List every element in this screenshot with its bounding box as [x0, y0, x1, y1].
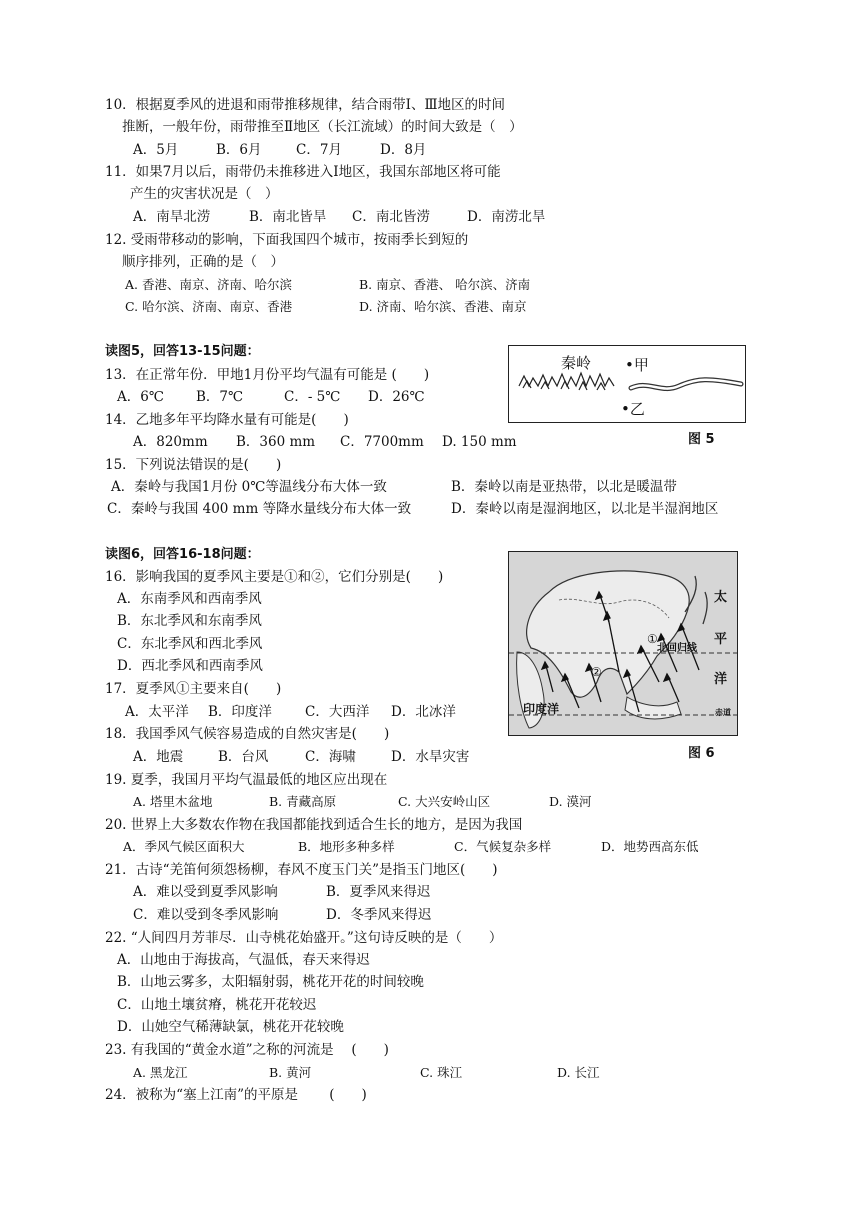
q13-option-b: B．7℃ [196, 389, 244, 405]
q11-stem-line2: 产生的灾害状况是（ ） [130, 186, 279, 202]
q16-stem: 16．影响我国的夏季风主要是①和②，它们分别是( ) [105, 569, 444, 585]
q13-option-c: C．- 5℃ [284, 389, 341, 405]
q17-option-a: A．太平洋 [125, 704, 189, 720]
label-yi: •乙 [621, 400, 645, 418]
q19-option-b: B. 青藏高原 [269, 794, 337, 809]
q18-option-b: B．台风 [218, 749, 269, 765]
q13-option-d: D．26℃ [368, 389, 425, 405]
label-monsoon-1: ① [647, 632, 658, 646]
label-pacific-3: 洋 [714, 672, 728, 687]
label-monsoon-2: ② [591, 665, 602, 679]
figure-6-caption: 图 6 [688, 746, 715, 761]
q11-option-a: A．南旱北涝 [133, 209, 211, 225]
q20-option-a: A．季风气候区面积大 [123, 839, 245, 854]
q17-option-d: D．北冰洋 [391, 704, 456, 720]
q18-option-d: D．水旱灾害 [391, 749, 470, 765]
q16-option-a: A．东南季风和西南季风 [117, 591, 262, 607]
q23-stem: 23. 有我国的“黄金水道”之称的河流是 ( ) [105, 1042, 389, 1058]
q19-stem: 19. 夏季，我国月平均气温最低的地区应出现在 [105, 772, 388, 788]
q12-stem-line2: 顺序排列，正确的是（ ） [122, 254, 284, 270]
q14-option-a: A．820mm [133, 434, 208, 450]
q23-option-d: D. 长江 [557, 1065, 600, 1080]
q11-stem-line1: 11．如果7月以后，雨带仍未推移进入Ⅰ地区，我国东部地区将可能 [105, 164, 501, 180]
q21-option-d: D．冬季风来得迟 [326, 907, 432, 923]
q20-option-d: D．地势西高东低 [601, 839, 699, 854]
q15-stem: 15．下列说法错误的是( ) [105, 457, 282, 473]
q16-option-c: C．东北季风和西北季风 [117, 636, 263, 652]
q12-option-d: D. 济南、哈尔滨、香港、南京 [359, 299, 527, 314]
q22-option-b: B．山地云雾多，太阳辐射弱，桃花开花的时间较晚 [117, 974, 424, 990]
q23-option-a: A. 黑龙江 [133, 1065, 188, 1080]
q18-option-a: A．地震 [133, 749, 184, 765]
q10-option-b: B．6月 [216, 142, 262, 158]
section-heading-fig5: 读图5，回答13-15问题： [105, 344, 260, 359]
q22-option-a: A．山地由于海拔高，气温低，春天来得迟 [117, 952, 370, 968]
section-heading-fig6: 读图6，回答16-18问题： [105, 547, 260, 562]
label-equator: 赤道 [715, 707, 731, 717]
q11-option-c: C．南北皆涝 [352, 209, 430, 225]
q20-stem: 20. 世界上大多数农作物在我国都能找到适合生长的地方，是因为我国 [105, 817, 523, 833]
q22-stem: 22. “人间四月芳菲尽．山寺桃花始盛开。”这句诗反映的是（ ） [105, 930, 503, 946]
q14-option-c: C．7700mm [340, 434, 424, 450]
q23-option-b: B. 黄河 [269, 1065, 312, 1080]
q10-option-d: D．8月 [380, 142, 427, 158]
q22-option-c: C．山地土壤贫瘠，桃花开花较迟 [117, 997, 317, 1013]
q21-option-b: B．夏季风来得迟 [326, 884, 431, 900]
figure-5-map [508, 345, 746, 423]
q19-option-d: D. 漠河 [549, 794, 592, 809]
q16-option-b: B．东北季风和东南季风 [117, 613, 262, 629]
q18-option-c: C．海啸 [305, 749, 356, 765]
q15-option-d: D．秦岭以南是湿润地区，以北是半湿润地区 [451, 501, 719, 517]
q10-option-c: C．7月 [296, 142, 342, 158]
q13-stem: 13．在正常年份．甲地1月份平均气温有可能是 ( ) [105, 367, 430, 383]
q12-option-a: A. 香港、南京、济南、哈尔滨 [125, 277, 292, 292]
q20-option-c: C．气候复杂多样 [454, 839, 552, 854]
q14-option-b: B．360 mm [236, 434, 316, 450]
q21-option-a: A．难以受到夏季风影响 [133, 884, 278, 900]
q17-option-b: B．印度洋 [208, 704, 272, 720]
q21-option-c: C．难以受到冬季风影响 [133, 907, 279, 923]
q13-option-a: A．6℃ [117, 389, 164, 405]
q15-option-a: A．秦岭与我国1月份 0℃等温线分布大体一致 [111, 479, 387, 495]
figure-6-map [508, 551, 738, 736]
label-pacific-1: 太 [714, 590, 728, 605]
q23-option-c: C. 珠江 [420, 1065, 463, 1080]
q17-option-c: C．大西洋 [305, 704, 370, 720]
q14-option-d: D. 150 mm [442, 434, 517, 450]
label-qinling: 秦岭 [561, 354, 592, 372]
q17-stem: 17．夏季风①主要来自( ) [105, 681, 282, 697]
q19-option-a: A. 塔里木盆地 [133, 794, 213, 809]
q10-stem-line2: 推断，一般年份，雨带推至Ⅱ地区（长江流域）的时间大致是（ ） [122, 119, 523, 135]
q16-option-d: D．西北季风和西南季风 [117, 658, 263, 674]
q18-stem: 18．我国季风气候容易造成的自然灾害是( ) [105, 726, 390, 742]
q11-option-b: B．南北皆旱 [249, 209, 327, 225]
q10-stem-line1: 10．根据夏季风的进退和雨带推移规律，结合雨带Ⅰ、Ⅲ地区的时间 [105, 97, 506, 113]
q11-option-d: D．南涝北旱 [467, 209, 546, 225]
q20-option-b: B．地形多种多样 [298, 839, 395, 854]
label-indian-ocean: 印度洋 [523, 702, 560, 716]
q10-option-a: A．5月 [133, 142, 179, 158]
q12-stem-line1: 12. 受雨带移动的影响，下面我国四个城市，按雨季长到短的 [105, 232, 469, 248]
label-pacific-2: 平 [714, 632, 728, 647]
label-jia: •甲 [625, 356, 649, 374]
q15-option-b: B．秦岭以南是亚热带，以北是暖温带 [451, 479, 677, 495]
figure-5-caption: 图 5 [688, 432, 715, 447]
q15-option-c: C．秦岭与我国 400 mm 等降水量线分布大体一致 [107, 501, 412, 517]
q24-stem: 24．被称为“塞上江南”的平原是 ( ) [105, 1087, 367, 1103]
q21-stem: 21．古诗“羌笛何须怨杨柳，春风不度玉门关”是指玉门地区( ) [105, 862, 498, 878]
q14-stem: 14．乙地多年平均降水量有可能是( ) [105, 412, 349, 428]
q19-option-c: C. 大兴安岭山区 [398, 794, 491, 809]
q22-option-d: D．山她空气稀薄缺氯，桃花开花较晚 [117, 1019, 344, 1035]
q12-option-c: C. 哈尔滨、济南、南京、香港 [125, 299, 293, 314]
q12-option-b: B. 南京、香港、 哈尔滨、济南 [359, 277, 531, 292]
label-tropic-of-cancer: 北回归线 [657, 643, 697, 654]
